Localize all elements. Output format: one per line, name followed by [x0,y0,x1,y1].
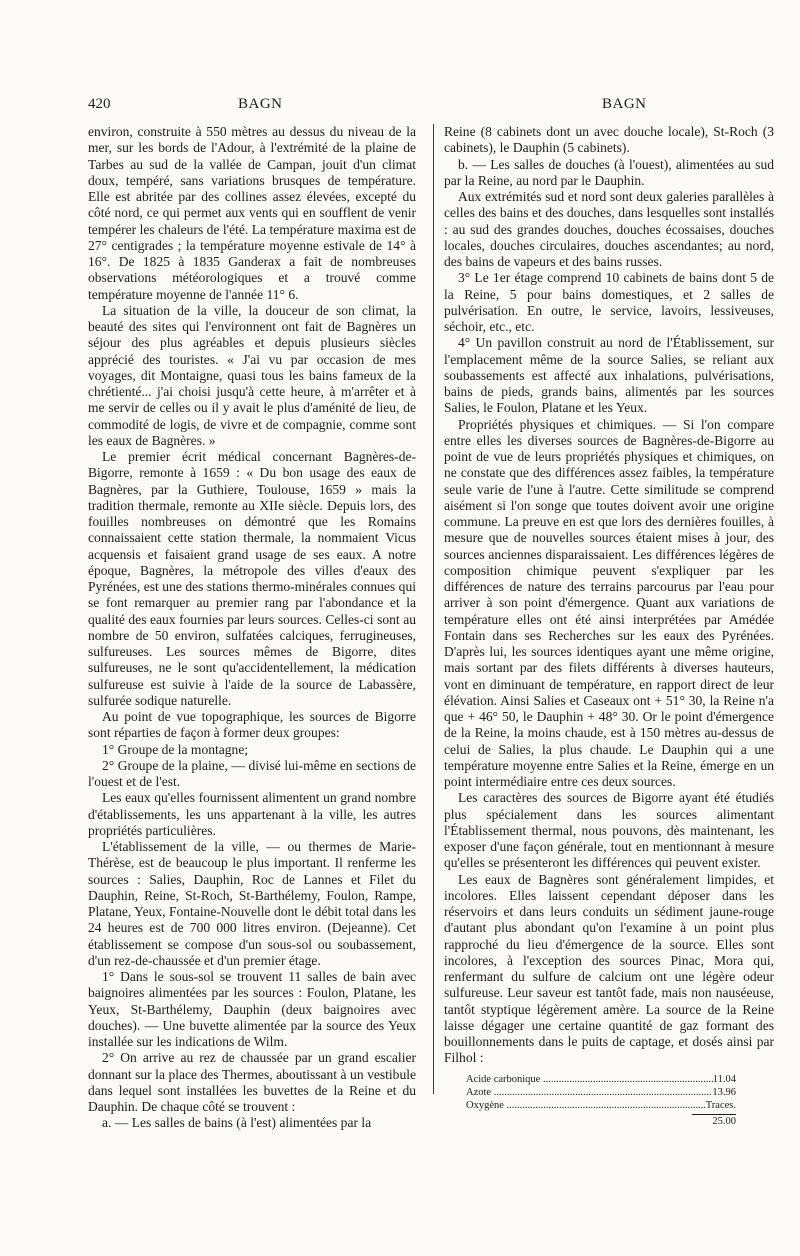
paragraph: 2° On arrive au rez de chaussée par un grand escalier donnant sur la place des Thermes, aboutissant à un vestibule dans lequel sont installées les buvettes de la Reine et du Dauphin. De chaque côté se trouvent : [88,1050,416,1114]
paragraph: L'établissement de la ville, — ou thermes de Marie-Thérèse, est de beaucoup le plus important. Il renferme les sources : Salies, Dauphin, Roc de Lannes et Filet du Dauphin, Reine, St-Roch, St-Barthélemy, Foulon, Rampe, Platane, Yeux, Fontaine-Nouvelle dont le débit total dans les 24 heures est de 700 000 litres environ. (Dejeanne). Cet établissement se compose d'un sous-sol ou soubassement, d'un rez-de-chaussée et d'un premier étage. [88,839,416,968]
paragraph: Les eaux qu'elles fournissent alimentent un grand nombre d'établissements, les uns appartenant à la ville, les autres propriétés particulières. [88,790,416,838]
running-head-right: BAGN [602,96,647,112]
paragraph: 4° Un pavillon construit au nord de l'Établissement, sur l'emplacement même de la source Salies, se reliant aux soubassements est affecté aux inhalations, pulvérisations, bains de pieds, grands bains, alimentés par les sources Salies, le Foulon, Platane et les Yeux. [444,335,774,416]
page-number: 420 [88,96,111,112]
gas-value: 11.04 [712,1073,736,1085]
paragraph: a. — Les salles de bains (à l'est) alimentées par la [102,1115,372,1131]
paragraph: Reine (8 cabinets dont un avec douche locale), St-Roch (3 cabinets), le Dauphin (5 cabinets). [444,124,774,156]
gas-total: 25.00 [692,1114,736,1128]
paragraph: 1° Groupe de la montagne; [102,741,249,757]
paragraph: 3° Le 1er étage comprend 10 cabinets de bains dont 5 de la Reine, 5 pour bains domestiques, et 2 salles de pulvérisation. En outre, le service, lavoirs, lessiveuses, séchoir, etc., etc. [444,270,774,334]
paragraph: Propriétés physiques et chimiques. — Si l'on compare entre elles les diverses sources de Bagnères-de-Bigorre au point de vue de leurs propriétés physiques et chimiques, on ne constate que des différences assez faibles, la température seule varie de l'une à l'autre. Cette similitude se comprend aisément si l'on songe que toutes doivent avoir une origine commune. La preuve en est que lors des dernières fouilles, à mesure que de nouvelles sources étaient mises à jour, des sources anciennes disparaissaient. Les différences légères de composition chimique peuvent s'expliquer par les différences de nature des terrains parcourus par l'eau pour arriver à son point d'émergence. Quant aux variations de température elles ont été ainsi interprétées par Amédée Fontain dans ses Recherches sur les eaux des Pyrénées. D'après lui, les sources identiques ayant une même origine, mais sortant par des filets différents à diverses hauteurs, vont en diminuant de température, en rapport direct de leur élévation. Ainsi Salies et Caseaux ont + 51° 30, la Reine n'a que + 46° 50, le Dauphin + 48° 30. Or le point d'émergence de la Reine, la moins chaude, est à 150 mètres au-dessus de celui de Salies, la plus chaude. Le Dauphin qui a une température moyenne entre Salies et la Reine, émerge en un point intermédiaire entre ces deux sources. [444,416,774,789]
paragraph: environ, construite à 550 mètres au dessus du niveau de la mer, sur les bords de l'Adour, à l'extrémité de la plaine de Tarbes au sud de la vallée de Campan, jouit d'un climat doux, tempéré, sans variations brusques de température. Elle est abritée par des collines assez élevées, excepté du côté nord, ce qui permet aux vents qui en soufflent de venir tempérer les chaleurs de l'été. La température maxima est de 27° centigrades ; la température moyenne estivale de 14° à 16°. De 1825 à 1835 Ganderax a fait de nombreuses observations météorologiques et a trouvé comme température moyenne de l'année 11° 6. [88,124,416,302]
paragraph: 1° Dans le sous-sol se trouvent 11 salles de bain avec baignoires alimentées par les sources : Foulon, Platane, les Yeux, St-Barthélemy, Dauphin (deux baignoires avec douches). — Une buvette alimentée par la source des Yeux installée sur les indications de Wilm. [88,969,416,1049]
gas-name: Oxygène ..... [466,1099,706,1112]
paragraph: Les caractères des sources de Bigorre ayant été étudiés plus spécialement dans les sources alimentant l'Établissement thermal, nous pouvons, dès maintenant, les exposer d'une façon générale, tout en mentionnant à mesure qu'elles se présenteront les différences qui peuvent exister. [444,790,774,871]
paragraph: Au point de vue topographique, les sources de Bigorre sont réparties de façon à former deux groupes: [88,709,416,741]
paragraph: Aux extrémités sud et nord sont deux galeries parallèles à celles des bains et des douches, dans lesquelles sont installés : au sud des grandes douches, douches écossaises, douches locales, douches circulaires, douches ascendantes; au nord, des bains de vapeurs et des bains russes. [444,189,774,269]
paragraph: 2° Groupe de la plaine, — divisé lui-même en sections de l'ouest et de l'est. [88,757,416,789]
gas-name: Acide carbonique ..... [466,1073,713,1086]
running-header [88,96,768,116]
column-divider [433,124,434,1094]
running-head-left: BAGN [238,96,283,112]
gas-composition-table [466,1073,736,1128]
gas-row [466,1073,736,1086]
gas-name: Azote ..... [466,1086,712,1099]
paragraph: La situation de la ville, la douceur de son climat, la beauté des sites qui l'environnent ont fait de Bagnères un séjour des plus agréables et depuis plusieurs siècles apprécié des touristes. « J'ai vu par occasion de mes voyages, dit Montaigne, quasi tous les bains fameux de la chrétienté... j'ai choisi jusqu'à cette heure, à m'arrêter et à me servir de celles ou il y avait le plus d'aménité de lieu, de commodité de logis, de vivre et de compagnie, comme sont les eaux de Bagnères. » [88,302,416,448]
gas-value: 13.96 [712,1086,736,1098]
paragraph: Le premier écrit médical concernant Bagnères-de-Bigorre, remonte à 1659 : « Du bon usage des eaux de Bagnères, par la Guthiere, Toulouse, 1659 » mais la tradition thermale, remonte au XIIe siècle. Depuis lors, des fouilles nombreuses on démontré que les Romains connaissaient cette station thermale, la nommaient Vicus acquensis et faisaient grand usage de ses eaux. A notre époque, Bagnères, la métropole des villes d'eaux des Pyrénées, est une des stations thermo-minérales connues qui se font remarquer au premier rang par l'abondance et la qualité des eaux fournies par leurs sources. Celles-ci sont au nombre de 50 environ, sulfatées calciques, ferrugineuses, sulfureuses. Les sources mêmes de Bigorre, dites sulfureuses, ne le sont qu'accidentellement, la médication sulfureuse est suivie à l'aide de la source de Labassère, sulfurée sodique naturelle. [88,449,416,708]
right-column [444,124,774,1128]
paragraph: b. — Les salles de douches (à l'ouest), alimentées au sud par la Reine, au nord par le Dauphin. [444,156,774,188]
paragraph: Les eaux de Bagnères sont généralement limpides, et incolores. Elles laissent cependant déposer dans les réservoirs et dans leurs conduits un sédiment jaune-rouge d'autant plus abondant qu'on l'examine à un point plus rapproché du lieu d'émergence de la source. Elles sont incolores, à l'exception des sources Pinac, Mora qui, renfermant du sulfure de calcium ont une légère odeur sulfureuse. Leur saveur est tantôt fade, mais non nauséeuse, tantôt styptique légèrement amère. La source de la Reine laisse dégager une certaine quantité de gaz formant des bouillonnements dans le puits de captage, et dosés ainsi par Filhol : [444,871,774,1066]
gas-value: Traces. [705,1099,736,1111]
gas-row [466,1099,736,1112]
gas-row [466,1086,736,1099]
left-column [88,124,416,1132]
